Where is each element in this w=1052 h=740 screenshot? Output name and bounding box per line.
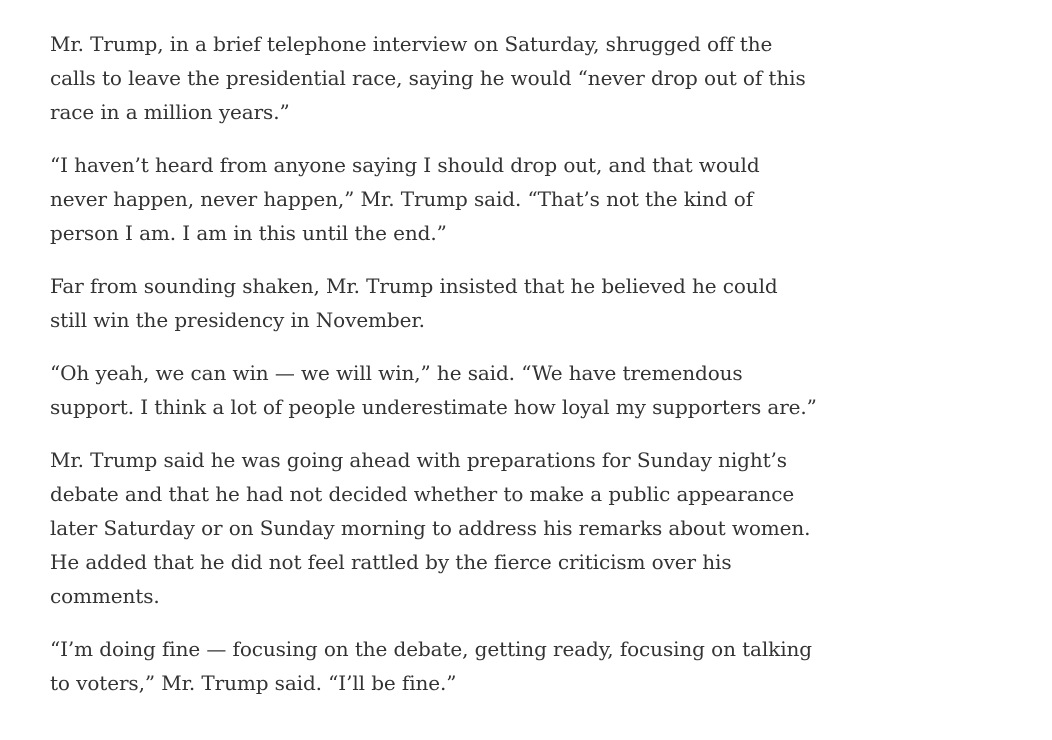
paragraph-line: “I’m doing fine — focusing on the debate, getting ready, focusing on talking	[50, 637, 812, 661]
paragraph-line: later Saturday or on Sunday morning to address his remarks about women.	[50, 516, 811, 540]
paragraph-line: He added that he did not feel rattled by the fierce criticism over his	[50, 550, 732, 574]
article-paragraph	[50, 632, 830, 700]
paragraph-line: Mr. Trump, in a brief telephone interview on Saturday, shrugged off the	[50, 32, 773, 56]
article-paragraph	[50, 443, 830, 613]
article-paragraph	[50, 27, 830, 129]
paragraph-line: calls to leave the presidential race, saying he would “never drop out of this	[50, 66, 806, 90]
article-paragraph	[50, 356, 830, 424]
paragraph-line: to voters,” Mr. Trump said. “I’ll be fine.”	[50, 671, 457, 695]
paragraph-line: Far from sounding shaken, Mr. Trump insisted that he believed he could	[50, 274, 778, 298]
paragraph-line: “Oh yeah, we can win — we will win,” he said. “We have tremendous	[50, 361, 743, 385]
paragraph-line: support. I think a lot of people underestimate how loyal my supporters are.”	[50, 395, 817, 419]
article-paragraph	[50, 269, 830, 337]
paragraph-line: Mr. Trump said he was going ahead with preparations for Sunday night’s	[50, 448, 787, 472]
article-paragraph	[50, 148, 830, 250]
paragraph-line: race in a million years.”	[50, 100, 290, 124]
article-body	[50, 27, 830, 719]
paragraph-line: comments.	[50, 584, 160, 608]
paragraph-line: person I am. I am in this until the end.”	[50, 221, 447, 245]
paragraph-line: never happen, never happen,” Mr. Trump said. “That’s not the kind of	[50, 187, 754, 211]
paragraph-line: still win the presidency in November.	[50, 308, 425, 332]
paragraph-line: debate and that he had not decided whether to make a public appearance	[50, 482, 795, 506]
paragraph-line: “I haven’t heard from anyone saying I should drop out, and that would	[50, 153, 760, 177]
